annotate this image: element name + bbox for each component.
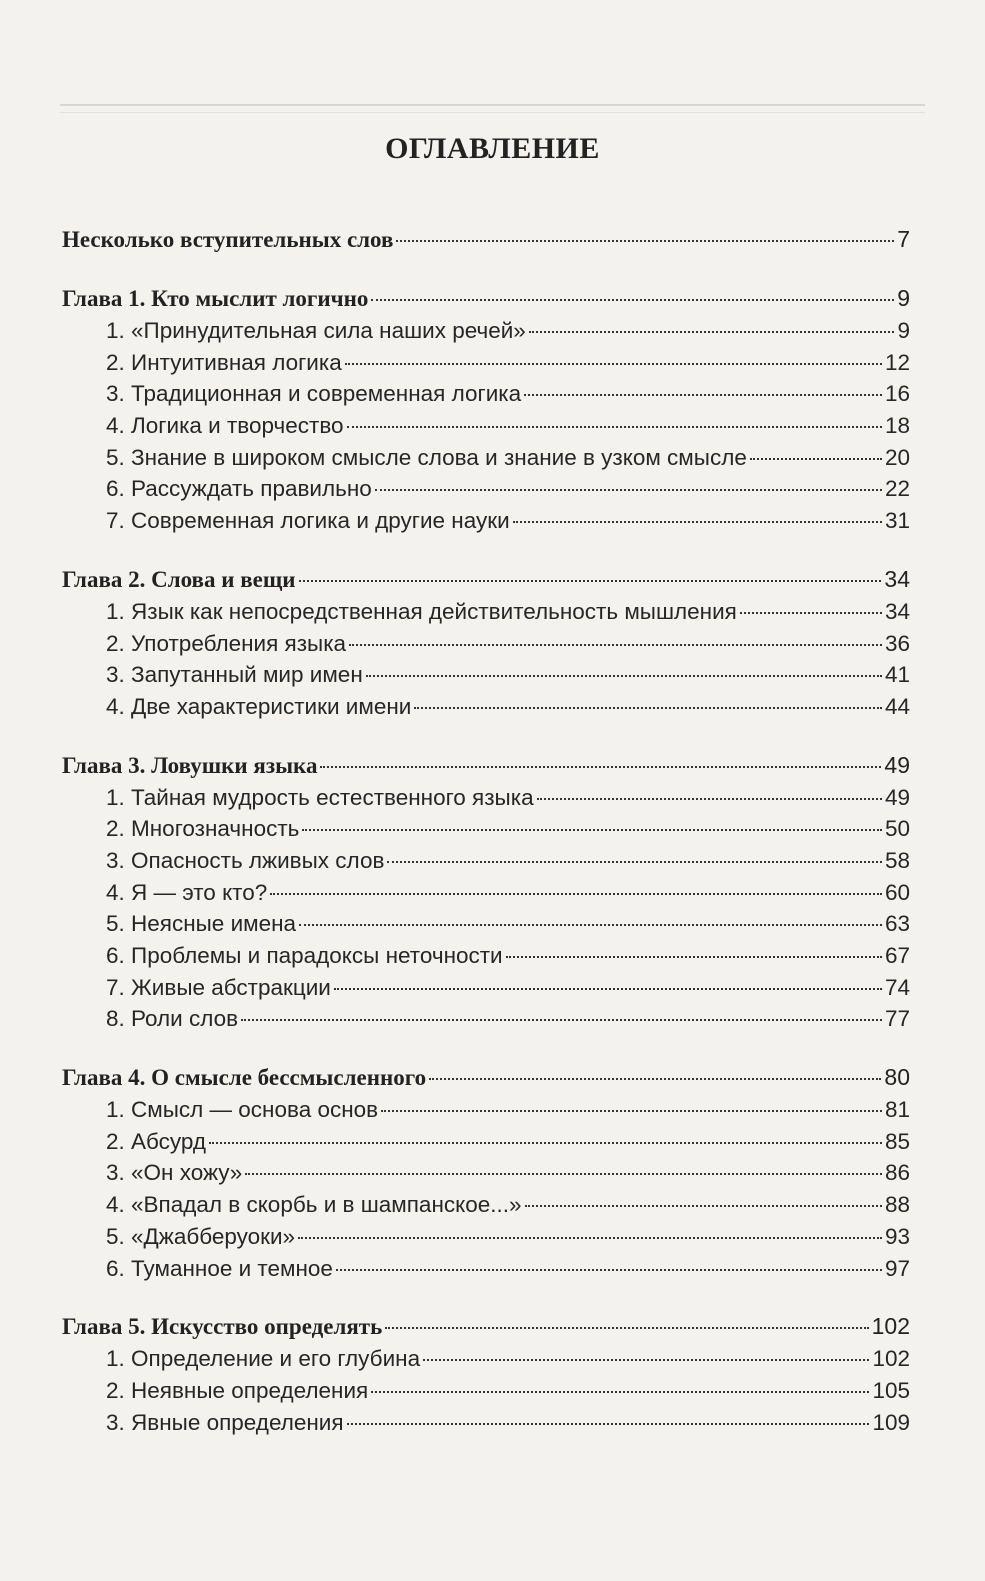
page-number: 67	[884, 943, 910, 968]
dot-leader	[385, 1327, 868, 1329]
section-title: 3. Запутанный мир имен	[106, 662, 363, 688]
dot-leader	[302, 829, 882, 831]
page-number: 44	[884, 693, 910, 719]
page-number: 49	[884, 784, 910, 810]
section-title: 1. Определение и его глубина	[106, 1346, 421, 1372]
chapter-title: Глава 1. Кто мыслит логично	[62, 286, 369, 311]
section-title: 1. Тайная мудрость естественного языка	[106, 784, 534, 810]
section-title: 4. Две характеристики имени	[106, 693, 412, 719]
dot-leader	[513, 521, 882, 523]
section-title: 5. «Джабберуоки»	[106, 1223, 296, 1249]
page-number: 9	[897, 318, 910, 343]
section-title: 1. «Принудительная сила наших речей»	[106, 318, 526, 343]
section-title: 4. Я — это кто?	[106, 879, 268, 905]
section-title: 1. Язык как непосредственная действительность мышления	[106, 598, 737, 624]
toc-section-entry[interactable]	[62, 845, 910, 877]
toc-section-entry[interactable]	[62, 1157, 910, 1189]
page-number: 16	[884, 381, 910, 407]
dot-leader	[347, 1423, 870, 1425]
page-number: 58	[884, 847, 910, 873]
dot-leader	[506, 956, 882, 958]
chapter-title: Несколько вступительных слов	[62, 227, 394, 252]
page-title: ОГЛАВЛЕНИЕ	[385, 132, 600, 165]
page-number: 49	[884, 751, 910, 778]
section-title: 8. Роли слов	[106, 1006, 239, 1032]
page-number: 60	[884, 879, 910, 905]
dot-leader	[371, 1391, 869, 1393]
dot-leader	[347, 426, 882, 428]
toc-section-entry[interactable]	[62, 473, 910, 505]
page-number: 34	[884, 598, 910, 624]
dot-leader	[241, 1019, 882, 1021]
chapter-title: Глава 4. О смысле бессмысленного	[62, 1065, 427, 1091]
section-title: 5. Знание в широком смысле слова и знание в узком смысле	[106, 444, 747, 470]
dot-leader	[299, 924, 882, 926]
page-number: 9	[897, 285, 910, 311]
dot-leader	[334, 988, 882, 990]
toc-section-entry[interactable]	[62, 813, 910, 845]
page-number: 50	[884, 816, 910, 842]
table-of-contents	[62, 222, 910, 1438]
page-number: 102	[872, 1346, 910, 1372]
toc-chapter-entry[interactable]	[62, 1309, 910, 1343]
section-title: 2. Неявные определения	[106, 1377, 369, 1403]
toc-section-entry[interactable]	[62, 442, 910, 474]
toc-section-entry[interactable]	[62, 1375, 910, 1407]
dot-leader	[529, 331, 895, 333]
dot-leader	[299, 580, 882, 582]
page-number: 93	[884, 1223, 910, 1249]
dot-leader	[429, 1078, 881, 1080]
dot-leader	[209, 1142, 882, 1144]
page-number: 80	[884, 1064, 910, 1091]
page-number: 105	[872, 1377, 910, 1403]
section-title: 7. Современная логика и другие науки	[106, 508, 510, 534]
page-number: 41	[884, 662, 910, 688]
toc-section-entry[interactable]	[62, 596, 910, 628]
section-title: 7. Живые абстракции	[106, 974, 331, 1000]
chapter-title: Глава 2. Слова и вещи	[62, 566, 296, 592]
bleed-through-rule	[60, 104, 925, 106]
toc-section-entry[interactable]	[62, 782, 910, 814]
dot-leader	[524, 394, 882, 396]
dot-leader	[366, 675, 882, 677]
page-number: 102	[871, 1313, 910, 1340]
section-title: 4. Логика и творчество	[106, 413, 344, 439]
page-number: 22	[884, 476, 910, 502]
section-title: 3. Опасность лживых слов	[106, 847, 385, 873]
page-number: 20	[884, 444, 910, 470]
toc-section-entry[interactable]	[62, 972, 910, 1004]
page-number: 77	[884, 1006, 910, 1032]
dot-leader	[336, 1269, 882, 1271]
dot-leader	[423, 1359, 869, 1361]
dot-leader	[387, 861, 882, 863]
page-number: 85	[884, 1128, 910, 1154]
toc-section-entry[interactable]	[62, 1253, 910, 1285]
toc-chapter-entry[interactable]	[62, 562, 910, 596]
toc-section-entry[interactable]	[62, 877, 910, 909]
toc-section-entry[interactable]	[62, 1003, 910, 1035]
dot-leader	[371, 299, 894, 301]
page-number: 34	[884, 565, 910, 592]
toc-chapter-entry[interactable]	[62, 748, 910, 782]
page-number: 12	[884, 349, 910, 375]
toc-chapter-entry[interactable]	[62, 222, 910, 256]
toc-section-entry[interactable]	[62, 315, 910, 347]
section-title: 2. Интуитивная логика	[106, 349, 342, 375]
toc-section-entry[interactable]	[62, 628, 910, 660]
toc-section-entry[interactable]	[62, 1094, 910, 1126]
dot-leader	[525, 1205, 882, 1207]
page-number: 74	[884, 974, 910, 1000]
toc-chapter-entry[interactable]	[62, 1060, 910, 1094]
page-number: 88	[884, 1192, 910, 1218]
section-title: 2. Абсурд	[106, 1128, 207, 1154]
section-title: 5. Неясные имена	[106, 911, 297, 937]
toc-section-entry[interactable]	[62, 410, 910, 442]
dot-leader	[298, 1237, 882, 1239]
toc-section-entry[interactable]	[62, 347, 910, 379]
toc-section-entry[interactable]	[62, 1343, 910, 1375]
chapter-title: Глава 5. Искусство определять	[62, 1314, 383, 1340]
section-title: 6. Туманное и темное	[106, 1255, 333, 1281]
toc-section-entry[interactable]	[62, 691, 910, 723]
toc-chapter-entry[interactable]	[62, 281, 910, 315]
toc-section-entry[interactable]	[62, 1407, 910, 1439]
dot-leader	[537, 798, 882, 800]
section-title: 2. Употребления языка	[106, 630, 347, 656]
section-title: 6. Рассуждать правильно	[106, 476, 372, 502]
dot-leader	[396, 240, 894, 242]
page-number: 7	[897, 226, 910, 252]
section-title: 2. Многозначность	[106, 816, 300, 842]
page-number: 81	[884, 1097, 910, 1123]
dot-leader	[245, 1173, 882, 1175]
section-title: 3. Явные определения	[106, 1409, 344, 1435]
page-number: 63	[884, 911, 910, 937]
section-title: 6. Проблемы и парадоксы неточности	[106, 943, 503, 968]
dot-leader	[750, 458, 882, 460]
toc-section-entry[interactable]	[62, 1221, 910, 1253]
section-title: 1. Смысл — основа основ	[106, 1097, 379, 1123]
toc-section-entry[interactable]	[62, 908, 910, 940]
toc-section-entry[interactable]	[62, 659, 910, 691]
dot-leader	[270, 893, 882, 895]
dot-leader	[320, 766, 881, 768]
page-number: 31	[884, 508, 910, 534]
page-number: 18	[884, 413, 910, 439]
section-title: 3. «Он хожу»	[106, 1160, 243, 1186]
toc-section-entry[interactable]	[62, 378, 910, 410]
toc-section-entry[interactable]	[62, 1126, 910, 1158]
dot-leader	[381, 1110, 882, 1112]
toc-section-entry[interactable]	[62, 940, 910, 972]
dot-leader	[349, 644, 882, 646]
toc-section-entry[interactable]	[62, 1189, 910, 1221]
section-title: 3. Традиционная и современная логика	[106, 381, 522, 407]
toc-section-entry[interactable]	[62, 505, 910, 537]
page-number: 97	[884, 1255, 910, 1281]
section-title: 4. «Впадал в скорбь и в шампанское...»	[106, 1192, 522, 1218]
page-number: 86	[884, 1160, 910, 1186]
dot-leader	[740, 612, 882, 614]
chapter-title: Глава 3. Ловушки языка	[62, 752, 318, 778]
dot-leader	[345, 363, 882, 365]
dot-leader	[375, 489, 882, 491]
dot-leader	[414, 707, 882, 709]
bleed-through-rule	[60, 112, 925, 113]
page-number: 36	[884, 630, 910, 656]
page-number: 109	[872, 1409, 910, 1435]
